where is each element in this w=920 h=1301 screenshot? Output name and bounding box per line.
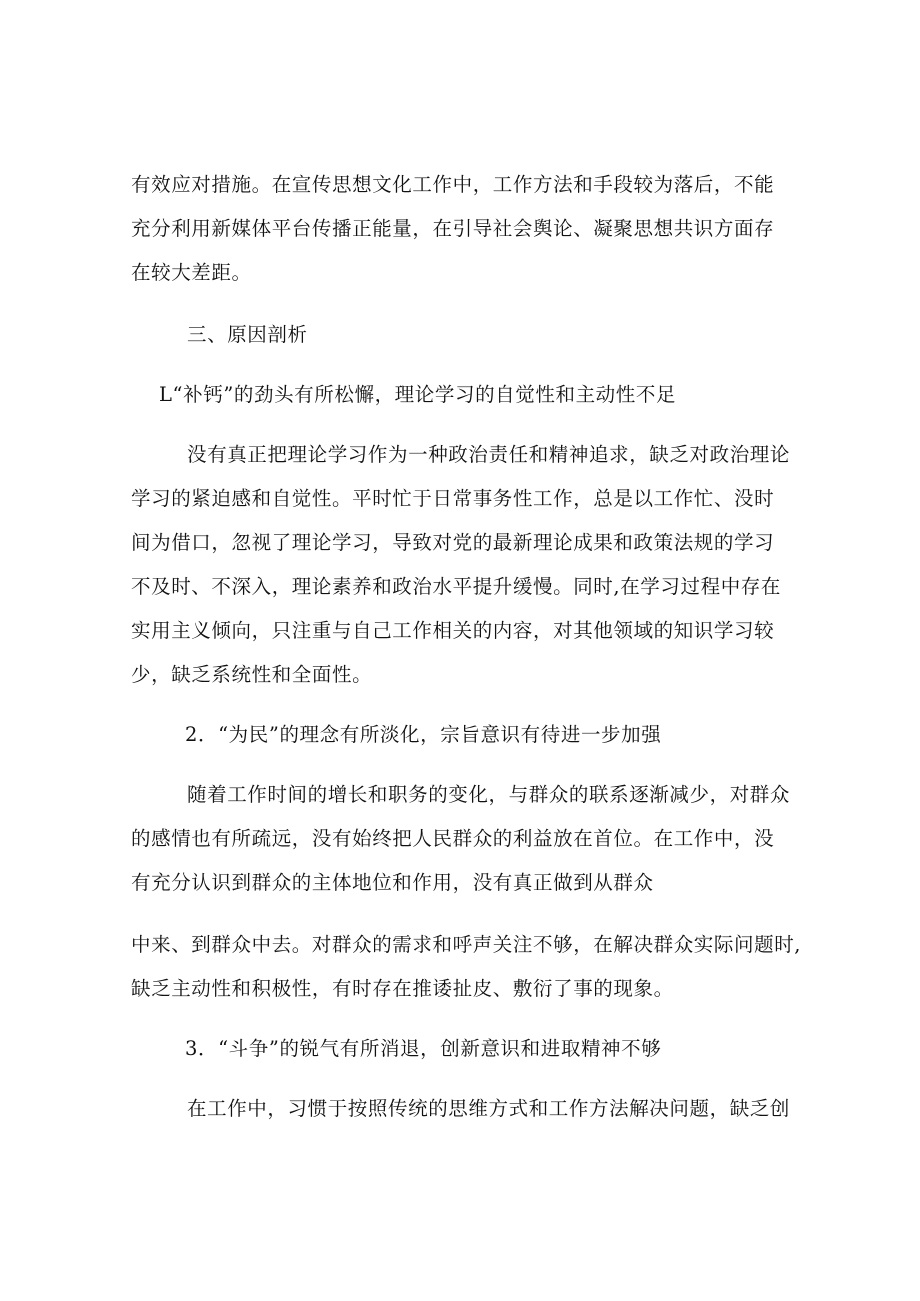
paragraph-line: 在工作中，习惯于按照传统的思维方式和工作方法解决问题，缺乏创 (187, 1097, 791, 1120)
subsection-heading: 2．“为民”的理念有所淡化，宗旨意识有待进一步加强 (185, 723, 662, 746)
subsection-heading: L“补钙”的劲头有所松懈，理论学习的自觉性和主动性不足 (159, 383, 677, 406)
paragraph-line: 有效应对措施。在宣传思想文化工作中，工作方法和手段较为落后，不能 (131, 173, 775, 196)
paragraph-line: 没有真正把理论学习作为一种政治责任和精神追求，缺乏对政治理论 (187, 443, 791, 466)
paragraph-line: 不及时、不深入，理论素养和政治水平提升缓慢。同时,在学习过程中存在 (131, 575, 781, 598)
paragraph-line: 缺乏主动性和积极性，有时存在推诿扯皮、敷衍了事的现象。 (131, 977, 674, 1000)
paragraph-line: 少，缺乏系统性和全面性。 (131, 663, 373, 686)
subsection-heading: 3．“斗争”的锐气有所消退，创新意识和进取精神不够 (185, 1037, 662, 1060)
paragraph-line: 间为借口，忽视了理论学习，导致对党的最新理论成果和政策法规的学习 (131, 531, 775, 554)
paragraph-line: 的感情也有所疏远，没有始终把人民群众的利益放在首位。在工作中，没 (131, 827, 775, 850)
paragraph-line: 随着工作时间的增长和职务的变化，与群众的联系逐渐减少，对群众 (187, 783, 791, 806)
paragraph-line: 学习的紧迫感和自觉性。平时忙于日常事务性工作，总是以工作忙、没时 (131, 487, 775, 510)
paragraph-line: 实用主义倾向，只注重与自己工作相关的内容，对其他领域的知识学习较 (131, 619, 775, 642)
section-heading: 三、原因剖析 (187, 323, 308, 346)
paragraph-line: 在较大差距。 (131, 261, 252, 284)
paragraph-line: 有充分认识到群众的主体地位和作用，没有真正做到从群众 (131, 871, 654, 894)
paragraph-line: 中来、到群众中去。对群众的需求和呼声关注不够，在解决群众实际问题时, (131, 933, 802, 956)
paragraph-line: 充分利用新媒体平台传播正能量，在引导社会舆论、凝聚思想共识方面存 (131, 217, 775, 240)
